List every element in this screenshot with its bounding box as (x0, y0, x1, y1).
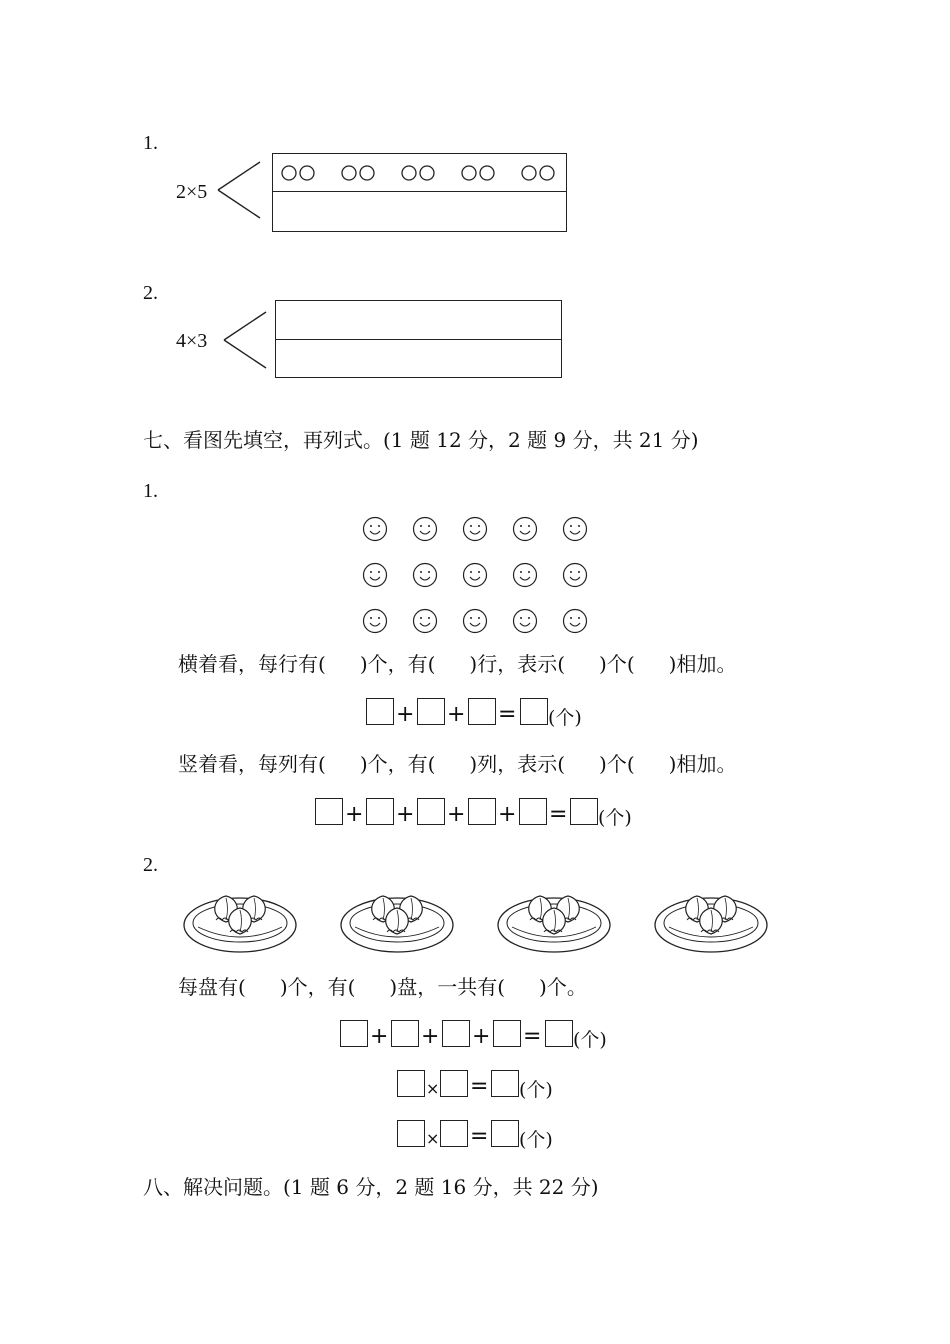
answer-box[interactable] (519, 798, 547, 825)
answer-box[interactable] (417, 698, 445, 725)
unit-label: (个) (548, 707, 582, 729)
answer-box[interactable] (545, 1020, 573, 1047)
times-sign: × (426, 1129, 440, 1148)
plus-sign: + (498, 802, 517, 827)
fill-blank-sentence-columns (178, 752, 736, 776)
fill-blank-sentence-plates (178, 975, 587, 999)
unit-label: (个) (573, 1029, 607, 1051)
plus-sign: + (370, 1024, 389, 1049)
plus-sign: + (472, 1024, 491, 1049)
circle-shape (462, 166, 476, 180)
answer-box[interactable] (366, 798, 394, 825)
unit-label: (个) (519, 1079, 553, 1101)
circle-shape (480, 166, 494, 180)
smiley-face-icon (514, 518, 537, 541)
equation-row-addition-5 (315, 798, 645, 828)
smiley-face-icon (414, 518, 437, 541)
equals-sign: = (498, 702, 517, 727)
answer-diagram-box (275, 300, 562, 378)
smiley-face-icon (414, 564, 437, 587)
plate-with-peaches-icon (498, 896, 610, 952)
answer-box[interactable] (468, 698, 496, 725)
equation-row-multiplication-b (397, 1120, 567, 1150)
bracket-lines (214, 160, 264, 220)
answer-box[interactable] (340, 1020, 368, 1047)
plates-of-peaches (180, 880, 770, 960)
circle-shape (282, 166, 296, 180)
answer-box[interactable] (440, 1070, 468, 1097)
fill-blank-sentence-rows (178, 652, 736, 676)
circle-shape (540, 166, 554, 180)
plus-sign: + (345, 802, 364, 827)
answer-diagram-box (272, 153, 567, 232)
plus-sign: + (396, 702, 415, 727)
sentence-part: )个( (599, 752, 635, 776)
times-sign: × (426, 1079, 440, 1098)
multiplication-expression: 2×5 (176, 181, 208, 203)
smiley-face-icon (564, 564, 587, 587)
smiley-face-icon (364, 610, 387, 633)
smiley-face-icon (564, 518, 587, 541)
equals-sign: = (523, 1024, 542, 1049)
circle-row (273, 154, 568, 192)
answer-box[interactable] (315, 798, 343, 825)
smiley-face-icon (364, 518, 387, 541)
answer-box[interactable] (417, 798, 445, 825)
multiplication-expression: 4×3 (176, 330, 208, 352)
question-number: 1. (143, 480, 158, 502)
circle-shape (522, 166, 536, 180)
unit-label: (个) (519, 1129, 553, 1151)
sentence-part: 每盘有( (178, 975, 246, 999)
equals-sign: = (549, 802, 568, 827)
smiley-face-icon (364, 564, 387, 587)
sentence-part: )列，表示( (469, 752, 566, 776)
smiley-face-icon (464, 610, 487, 633)
sentence-part: )个，有( (359, 652, 436, 676)
plus-sign: + (421, 1024, 440, 1049)
equation-row-addition-4 (340, 1020, 620, 1050)
sentence-part: 横着看，每行有( (178, 652, 326, 676)
smiley-face-icon (464, 518, 487, 541)
answer-box[interactable] (491, 1070, 519, 1097)
unit-label: (个) (598, 807, 632, 829)
circle-shape (360, 166, 374, 180)
answer-box[interactable] (491, 1120, 519, 1147)
smiley-face-icon (464, 564, 487, 587)
sentence-part: )个( (599, 652, 635, 676)
plate-with-peaches-icon (184, 896, 296, 952)
smiley-face-icon (514, 564, 537, 587)
question-number: 2. (143, 854, 158, 876)
equals-sign: = (470, 1124, 489, 1149)
question-number: 1. (143, 132, 158, 154)
circle-shape (300, 166, 314, 180)
circle-shape (402, 166, 416, 180)
sentence-part: )相加。 (668, 652, 737, 676)
equals-sign: = (470, 1074, 489, 1099)
equation-row-addition-3 (366, 698, 586, 728)
plate-with-peaches-icon (341, 896, 453, 952)
answer-box[interactable] (570, 798, 598, 825)
answer-box[interactable] (397, 1120, 425, 1147)
plus-sign: + (396, 802, 415, 827)
smiley-face-icon (414, 610, 437, 633)
sentence-part: )个。 (539, 975, 587, 999)
equation-row-multiplication-a (397, 1070, 567, 1100)
answer-box[interactable] (391, 1020, 419, 1047)
answer-box[interactable] (468, 798, 496, 825)
answer-box[interactable] (397, 1070, 425, 1097)
question-number: 2. (143, 282, 158, 304)
plus-sign: + (447, 802, 466, 827)
sentence-part: )行，表示( (469, 652, 566, 676)
circle-shape (342, 166, 356, 180)
answer-box[interactable] (442, 1020, 470, 1047)
section-heading: 八、解决问题。(1 题 6 分，2 题 16 分，共 22 分) (143, 1175, 599, 1199)
smiley-face-grid (355, 510, 605, 640)
sentence-part: 竖着看，每列有( (178, 752, 326, 776)
sentence-part: )个，有( (279, 975, 356, 999)
sentence-part: )相加。 (668, 752, 737, 776)
sentence-part: )盘，一共有( (389, 975, 506, 999)
answer-box[interactable] (366, 698, 394, 725)
smiley-face-icon (514, 610, 537, 633)
bracket-lines (220, 310, 270, 370)
answer-box[interactable] (440, 1120, 468, 1147)
circle-shape (420, 166, 434, 180)
plus-sign: + (447, 702, 466, 727)
sentence-part: )个，有( (359, 752, 436, 776)
plate-with-peaches-icon (655, 896, 767, 952)
answer-box[interactable] (520, 698, 548, 725)
answer-box[interactable] (493, 1020, 521, 1047)
section-heading: 七、看图先填空，再列式。(1 题 12 分，2 题 9 分，共 21 分) (143, 428, 699, 452)
smiley-face-icon (564, 610, 587, 633)
